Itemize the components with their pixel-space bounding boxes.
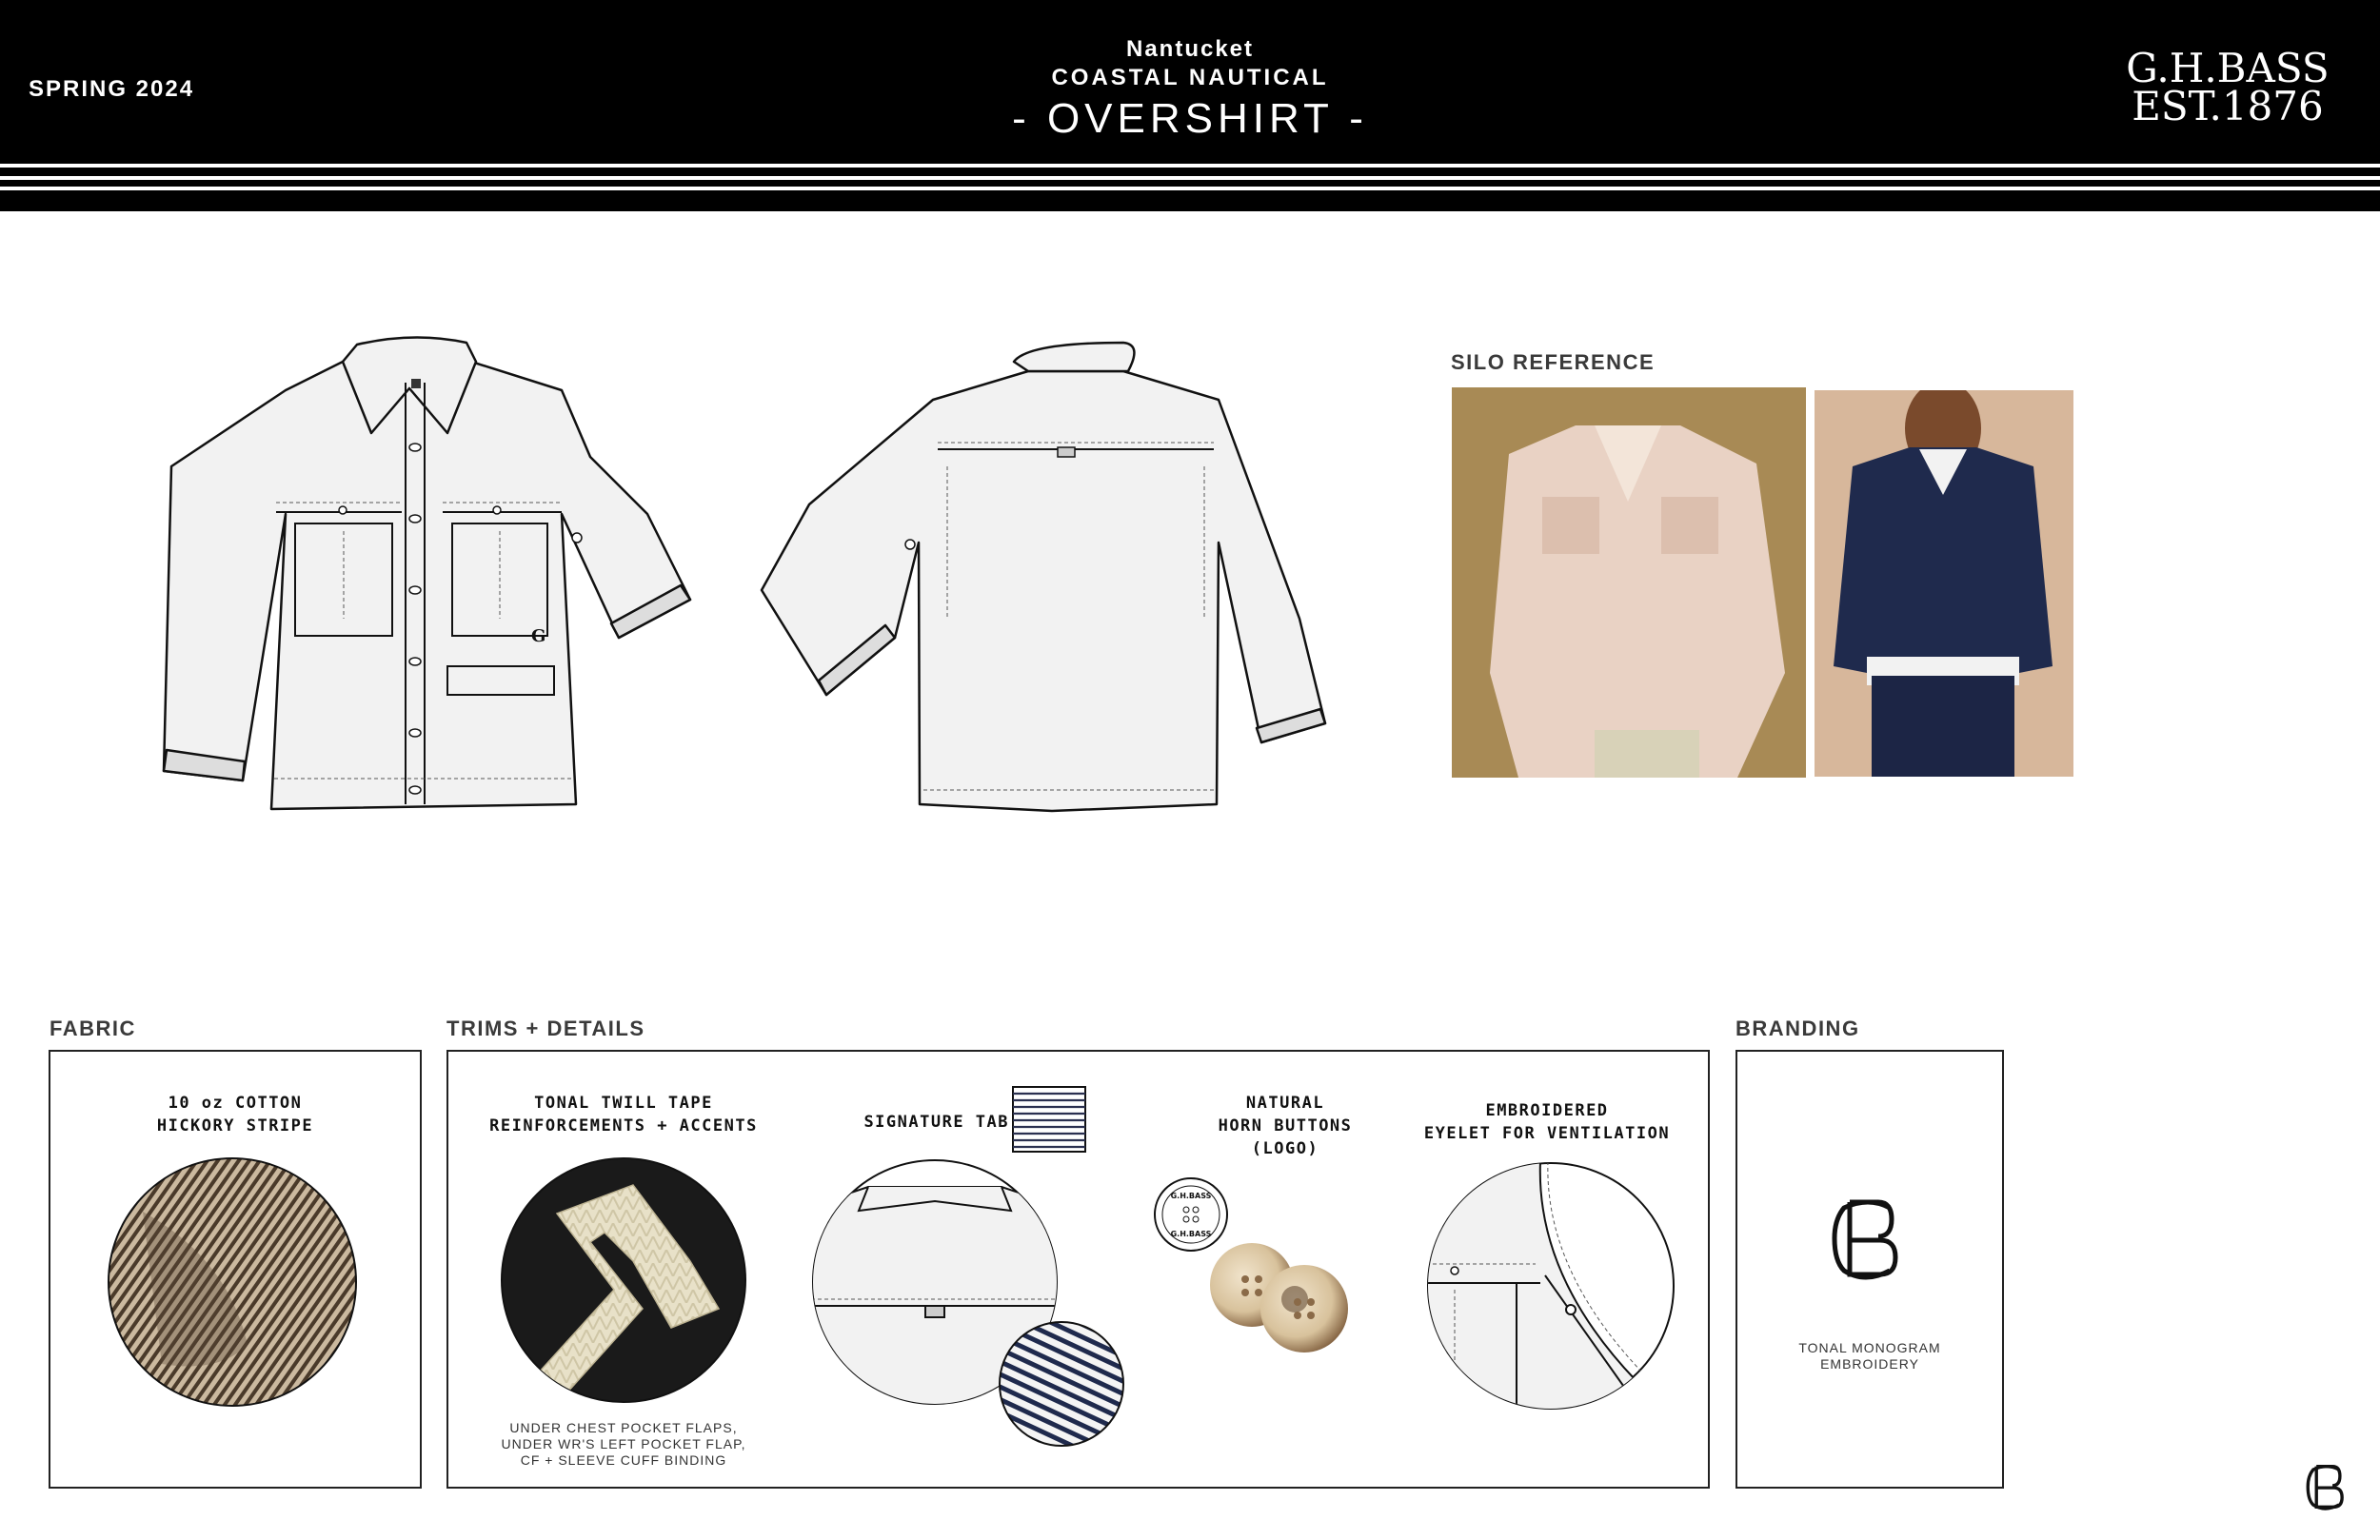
page-title: - OVERSHIRT -	[1012, 95, 1368, 142]
brand-logo	[2123, 45, 2332, 129]
signature-tab-swatch	[1012, 1086, 1086, 1153]
fabric-label: FABRIC	[50, 1017, 136, 1040]
fabric-caption: 10 oz COTTON HICKORY STRIPE	[156, 1094, 314, 1135]
brand-est: EST.1876	[2132, 83, 2324, 129]
hickory-stripe-swatch	[105, 1155, 360, 1410]
signature-tab-caption: SIGNATURE TAB	[863, 1113, 1009, 1132]
gb-monogram-icon	[1831, 1194, 1909, 1282]
horn-buttons-photo	[1200, 1237, 1390, 1371]
monogram-mark: G	[531, 626, 546, 646]
branding-caption: TONAL MONOGRAM EMBROIDERY	[1798, 1340, 1941, 1372]
svg-text:G.H.BASS: G.H.BASS	[1170, 1230, 1212, 1238]
corner-monogram-icon	[2306, 1462, 2350, 1511]
eyelet-caption: EMBROIDERED EYELET FOR VENTILATION	[1423, 1101, 1671, 1143]
branding-label: BRANDING	[1735, 1017, 1860, 1040]
svg-text:G.H.BASS: G.H.BASS	[1170, 1192, 1212, 1200]
back-flat-sketch	[743, 333, 1342, 819]
silo-photo-light	[1452, 387, 1806, 778]
front-flat-sketch	[152, 324, 762, 819]
header-stripe	[0, 176, 2380, 180]
neck-label	[411, 379, 421, 388]
horn-buttons-caption: NATURAL HORN BUTTONS (LOGO)	[1218, 1094, 1353, 1158]
collection-name: Nantucket	[1125, 36, 1255, 62]
trims-label: TRIMS + DETAILS	[446, 1017, 645, 1040]
brand-name: G.H.BASS	[2126, 45, 2330, 91]
season-label: SPRING 2024	[29, 76, 195, 102]
twill-tape-swatch	[500, 1156, 747, 1404]
silo-photo-dark	[1815, 390, 2073, 777]
twill-tape-note: UNDER CHEST POCKET FLAPS, UNDER WR'S LEFT POCKET FLAP, CF + SLEEVE CUFF BINDING	[501, 1420, 746, 1468]
header-stripe	[0, 187, 2380, 190]
stripe-tape-swatch	[998, 1320, 1125, 1448]
header-stripe	[0, 164, 2380, 168]
signature-tab-mark	[1058, 447, 1075, 457]
silo-reference-label: SILO REFERENCE	[1451, 350, 1656, 374]
twill-tape-caption: TONAL TWILL TAPE REINFORCEMENTS + ACCENTS	[489, 1094, 758, 1135]
eyelet-detail	[1426, 1161, 1676, 1411]
theme-name: COASTAL NAUTICAL	[1051, 65, 1329, 90]
